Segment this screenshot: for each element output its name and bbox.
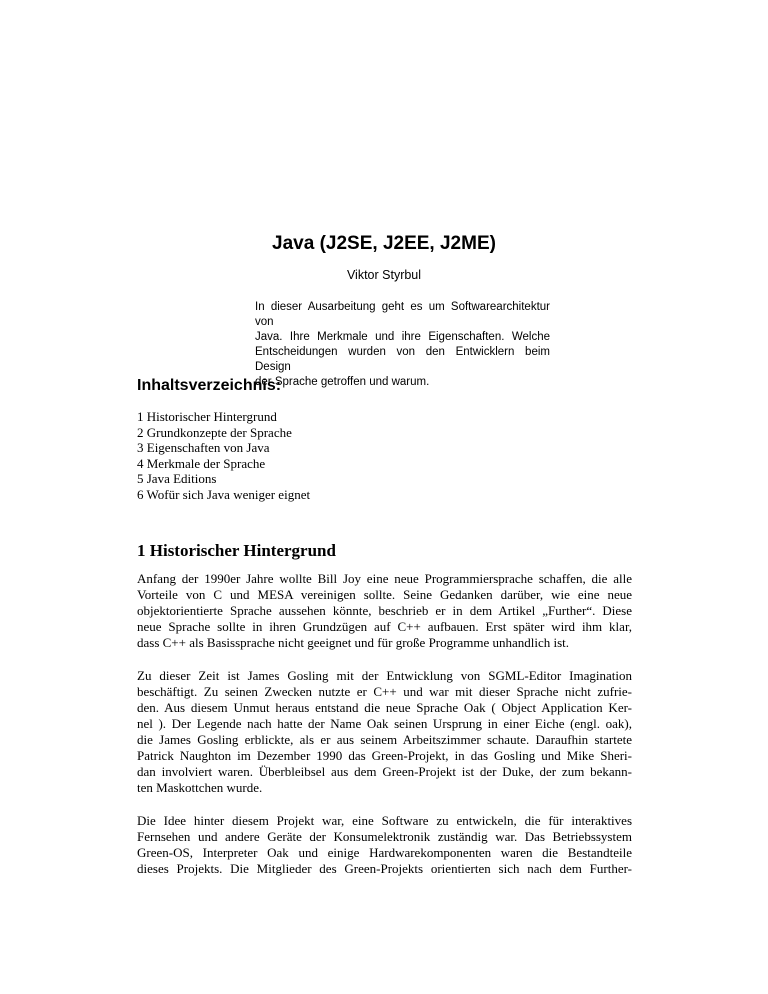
toc-item: 1 Historischer Hintergrund — [137, 409, 277, 424]
text-line: ten Maskottchen wurde. — [137, 780, 263, 795]
text-line: dass C++ als Basissprache nicht geeignet und für große Programme unhandlich ist. — [137, 635, 570, 650]
text-line: Vorteile von C und MESA vereinigen sollte. Seine Gedanken darüber, wie eine neue — [137, 587, 632, 602]
section-heading: 1 Historischer Hintergrund — [137, 541, 336, 560]
text-line: den. Aus diesem Unmut heraus entstand die neue Sprache Oak ( Object Application Ker- — [137, 700, 632, 715]
text-line: neue Sprache sollte in ihren Grundzügen auf C++ aufbauen. Erst später wird ihm klar, — [137, 619, 632, 634]
document-title: Java (J2SE, J2EE, J2ME) — [272, 233, 496, 254]
toc-item: 6 Wofür sich Java weniger eignet — [137, 486, 311, 502]
toc-item: 5 Java Editions — [137, 471, 217, 486]
abstract — [255, 300, 550, 390]
text-line: Anfang der 1990er Jahre wollte Bill Joy eine neue Programmiersprache schaffen, die alle — [137, 571, 632, 586]
text-line: die James Gosling erblickte, als er aus seinem Arbeitszimmer schaute. Daraufhin startete — [137, 732, 632, 747]
toc-item: 4 Merkmale der Sprache — [137, 455, 266, 471]
text-line: nel ). Der Legende nach hatte der Name Oak seinen Ursprung in einer Eiche (engl. oak), — [137, 716, 632, 731]
toc-item: 2 Grundkonzepte der Sprache — [137, 424, 292, 440]
text-line: Fernsehen und andere Geräte der Konsumelektronik zuständig war. Das Betriebssystem — [137, 829, 632, 844]
text-line: Patrick Naughton im Dezember 1990 das Green-Projekt, in das Gosling und Mike Sheri- — [137, 748, 632, 763]
table-of-contents — [137, 409, 310, 502]
abstract-line: der Sprache getroffen und warum. — [255, 376, 430, 388]
author-name: Viktor Styrbul — [346, 268, 422, 282]
paragraph — [137, 813, 632, 877]
text-line: objektorientierte Sprache aussehen könnte, beschrieb er in dem Artikel „Further“. Diese — [137, 603, 632, 618]
text-line: dan involviert waren. Überbleibsel aus dem Green-Projekt ist der Duke, der zum bekann- — [137, 764, 632, 779]
text-line: dieses Projekts. Die Mitglieder des Green-Projekts orientierten sich nach dem Further- — [137, 861, 632, 876]
abstract-line: Java. Ihre Merkmale und ihre Eigenschaften. Welche — [255, 331, 550, 343]
paragraph — [137, 571, 632, 651]
abstract-line: In dieser Ausarbeitung geht es um Softwarearchitektur von — [255, 301, 550, 328]
toc-item: 3 Eigenschaften von Java — [137, 440, 270, 455]
text-line: Zu dieser Zeit ist James Gosling mit der Entwicklung von SGML-Editor Imagination — [137, 668, 632, 683]
text-line: Die Idee hinter diesem Projekt war, eine Software zu entwickeln, die für interaktives — [137, 813, 632, 828]
paragraph — [137, 668, 632, 796]
text-line: beschäftigt. Zu seinen Zwecken nutzte er C++ und war mit dieser Sprache nicht zufrie- — [137, 684, 632, 699]
abstract-line: Entscheidungen wurden von den Entwicklern beim Design — [255, 346, 550, 373]
text-line: Green-OS, Interpreter Oak und einige Hardwarekomponenten waren die Bestandteile — [137, 845, 632, 860]
toc-heading: Inhaltsverzeichnis: — [137, 377, 282, 394]
